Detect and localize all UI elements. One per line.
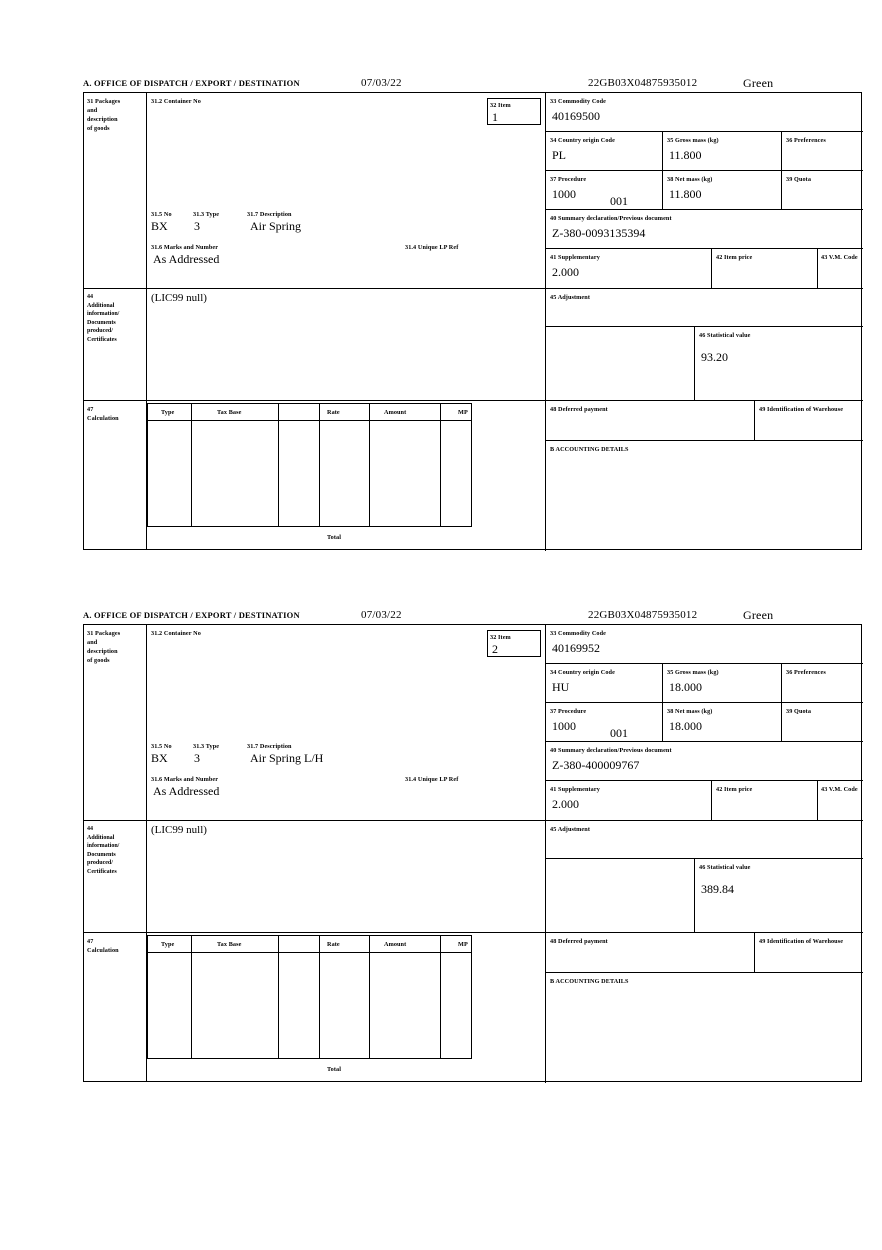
box35-value: 11.800 [669, 148, 702, 162]
box32-label: 32 Item [490, 634, 511, 641]
box34-value: HU [552, 680, 570, 694]
box46-statistical-value [695, 327, 862, 400]
box43-label: 43 V.M. Code [821, 786, 858, 793]
box31-marks-value: As Addressed [153, 784, 220, 798]
box31-type-label: 31.3 Type [193, 743, 220, 750]
box40-label: 40 Summary declaration/Previous document [550, 215, 672, 222]
divider-dotted-box46-left [545, 326, 546, 401]
box32-value: 1 [492, 110, 498, 124]
box31-marks-value: As Addressed [153, 252, 220, 266]
box33-commodity-code [546, 93, 861, 131]
box34-value: PL [552, 148, 567, 162]
boxB-value [546, 986, 862, 989]
box42-value [712, 262, 817, 265]
box42-value [712, 794, 817, 797]
calc-col-tax-base: Tax Base [217, 409, 242, 416]
box44-value: (LIC99 null) [151, 292, 207, 304]
box49-label: 49 Identification of Warehouse [759, 406, 844, 413]
box31-unique-lp-label: 31.4 Unique LP Ref [405, 776, 459, 783]
calc-divider-3 [319, 935, 320, 1059]
box39-quota [782, 171, 862, 209]
calc-divider-2 [278, 935, 279, 1059]
box41-value: 2.000 [552, 797, 579, 811]
box31-label-line-4: of goods [87, 125, 110, 132]
calc-col-amount: Amount [384, 409, 407, 416]
calc-divider-3 [319, 403, 320, 527]
calc-divider-1 [191, 403, 192, 527]
box33-label: 33 Commodity Code [550, 630, 607, 637]
box31-label-cell [84, 625, 146, 820]
box44-label-line-4: Documents [87, 851, 116, 858]
box45-value [546, 302, 862, 305]
box31-label-line-2: and [87, 107, 98, 114]
box31-description-label: 31.7 Description [247, 211, 292, 218]
box35-value: 18.000 [669, 680, 702, 694]
box35-gross-mass [663, 132, 781, 171]
box36-label: 36 Preferences [786, 669, 826, 676]
calc-divider-4 [369, 935, 370, 1059]
box36-preferences [782, 664, 862, 703]
office-of-dispatch-label: A. OFFICE OF DISPATCH / EXPORT / DESTINATION [83, 78, 300, 88]
box31-type-value: 3 [194, 219, 200, 233]
box37-value-1: 1000 [552, 187, 576, 201]
box37-label: 37 Procedure [550, 708, 587, 715]
box31-unique-lp-label: 31.4 Unique LP Ref [405, 244, 459, 251]
box33-label: 33 Commodity Code [550, 98, 607, 105]
boxB-value [546, 454, 862, 457]
box31-no-value: BX [151, 219, 168, 233]
calc-col-type: Type [161, 941, 175, 948]
box47-label-line-1: 47 [87, 406, 94, 413]
calc-col-rate: Rate [327, 941, 340, 948]
box44-content [147, 289, 545, 400]
box31-no-value: BX [151, 751, 168, 765]
box46-value: 389.84 [701, 882, 734, 896]
declaration-box [83, 624, 862, 1082]
box44-label-line-2: Additional [87, 834, 115, 841]
box43-vm-code [818, 781, 862, 820]
box40-summary-declaration [546, 210, 862, 248]
box46-label: 46 Statistical value [699, 864, 751, 871]
box31-label-cell [84, 93, 146, 288]
box33-value: 40169500 [552, 109, 600, 123]
box31-no-label: 31.5 No [151, 211, 172, 218]
box36-value [782, 677, 862, 680]
box42-label: 42 Item price [716, 786, 753, 793]
box41-supplementary [546, 249, 711, 288]
calc-col-tax-base: Tax Base [217, 941, 242, 948]
box44-label-cell [84, 289, 146, 400]
box39-label: 39 Quota [786, 708, 812, 715]
box34-country-origin [546, 132, 662, 171]
box43-vm-code [818, 249, 862, 288]
form-header [83, 78, 862, 92]
box46-statistical-value [695, 859, 862, 932]
box37-label: 37 Procedure [550, 176, 587, 183]
box49-value [755, 946, 862, 949]
box34-label: 34 Country origin Code [550, 669, 615, 676]
box38-value: 18.000 [669, 719, 702, 733]
box47-label-cell [84, 401, 146, 550]
box32-label: 32 Item [490, 102, 511, 109]
box41-label: 41 Supplementary [550, 786, 600, 793]
box48-label: 48 Deferred payment [550, 938, 608, 945]
box33-commodity-code [546, 625, 861, 663]
declaration-form-item-1 [83, 78, 862, 550]
box44-label-line-5: produced/ [87, 860, 113, 867]
box35-label: 35 Gross mass (kg) [667, 137, 719, 144]
box48-deferred-payment [546, 933, 754, 972]
box31-content [147, 625, 545, 820]
box36-value [782, 145, 862, 148]
calc-col-amount: Amount [384, 941, 407, 948]
box44-content [147, 821, 545, 932]
box42-item-price [712, 249, 817, 288]
box31-label-line-3: description [87, 648, 118, 655]
box31-label-line-1: 31 Packages [87, 98, 121, 105]
box47-label-line-2: Calculation [87, 415, 119, 422]
box40-value: Z-380-400009767 [552, 758, 640, 772]
calc-divider-2 [278, 403, 279, 527]
box42-label: 42 Item price [716, 254, 753, 261]
copy-colour-label: Green [743, 608, 774, 622]
box46-label: 46 Statistical value [699, 332, 751, 339]
box38-label: 38 Net mass (kg) [667, 708, 713, 715]
box49-warehouse [755, 933, 862, 972]
calculation-table [147, 403, 480, 548]
box44-label-cell [84, 821, 146, 932]
box48-deferred-payment [546, 401, 754, 440]
box31-label-line-3: description [87, 116, 118, 123]
box39-value [782, 716, 862, 719]
declaration-form-item-2 [83, 610, 862, 1082]
office-of-dispatch-label: A. OFFICE OF DISPATCH / EXPORT / DESTINATION [83, 610, 300, 620]
calc-total-label: Total [327, 534, 342, 541]
box47-label-line-1: 47 [87, 938, 94, 945]
box49-value [755, 414, 862, 417]
calculation-table [147, 935, 480, 1080]
box41-value: 2.000 [552, 265, 579, 279]
box48-value [546, 946, 754, 949]
box32-value: 2 [492, 642, 498, 656]
box45-label: 45 Adjustment [550, 294, 590, 301]
box39-value [782, 184, 862, 187]
box44-label-line-2: Additional [87, 302, 115, 309]
declaration-date: 07/03/22 [361, 609, 402, 621]
box37-procedure [546, 171, 662, 209]
box44-label-line-1: 44 [87, 826, 93, 832]
box37-value-1: 1000 [552, 719, 576, 733]
box33-value: 40169952 [552, 641, 600, 655]
box47-label-line-2: Calculation [87, 947, 119, 954]
box37-value-2: 001 [610, 726, 628, 740]
movement-reference-number: 22GB03X04875935012 [588, 77, 698, 89]
calc-col-mp: MP [458, 409, 468, 416]
boxB-label: B ACCOUNTING DETAILS [550, 446, 629, 453]
box35-label: 35 Gross mass (kg) [667, 669, 719, 676]
movement-reference-number: 22GB03X04875935012 [588, 609, 698, 621]
calc-col-rate: Rate [327, 409, 340, 416]
box31-container-label: 31.2 Container No [151, 98, 201, 105]
box36-label: 36 Preferences [786, 137, 826, 144]
box49-warehouse [755, 401, 862, 440]
box31-marks-label: 31.6 Marks and Number [151, 244, 219, 251]
box35-gross-mass [663, 664, 781, 703]
box34-label: 34 Country origin Code [550, 137, 615, 144]
boxB-accounting-details [546, 973, 862, 1082]
divider-dotted-box46-left [545, 858, 546, 933]
calc-total-label: Total [327, 1066, 342, 1073]
box31-description-value: Air Spring [250, 219, 301, 233]
box31-description-label: 31.7 Description [247, 743, 292, 750]
box38-net-mass [663, 171, 781, 209]
box45-adjustment [546, 821, 862, 858]
box39-quota [782, 703, 862, 741]
box40-summary-declaration [546, 742, 862, 780]
box32-item [487, 98, 541, 125]
box46-value: 93.20 [701, 350, 728, 364]
box42-item-price [712, 781, 817, 820]
calc-header-border [147, 403, 472, 421]
box47-label-cell [84, 933, 146, 1082]
box31-container-label: 31.2 Container No [151, 630, 201, 637]
box44-label-line-5: produced/ [87, 328, 113, 335]
box44-label-line-6: Certificates [87, 868, 117, 875]
box44-value: (LIC99 null) [151, 824, 207, 836]
box49-label: 49 Identification of Warehouse [759, 938, 844, 945]
box44-label-line-3: information/ [87, 311, 120, 318]
box31-description-value: Air Spring L/H [250, 751, 324, 765]
calc-col-type: Type [161, 409, 175, 416]
copy-colour-label: Green [743, 76, 774, 90]
declaration-date: 07/03/22 [361, 77, 402, 89]
box41-label: 41 Supplementary [550, 254, 600, 261]
box48-label: 48 Deferred payment [550, 406, 608, 413]
box44-label-line-1: 44 [87, 294, 93, 300]
calc-divider-4 [369, 403, 370, 527]
boxB-label: B ACCOUNTING DETAILS [550, 978, 629, 985]
box43-label: 43 V.M. Code [821, 254, 858, 261]
box37-value-2: 001 [610, 194, 628, 208]
box44-label-line-6: Certificates [87, 336, 117, 343]
box34-country-origin [546, 664, 662, 703]
box38-value: 11.800 [669, 187, 702, 201]
form-header [83, 610, 862, 624]
box43-value [818, 794, 862, 797]
box39-label: 39 Quota [786, 176, 812, 183]
box31-label-line-4: of goods [87, 657, 110, 664]
box32-item [487, 630, 541, 657]
box40-value: Z-380-0093135394 [552, 226, 646, 240]
box41-supplementary [546, 781, 711, 820]
calc-divider-5 [440, 403, 441, 527]
box44-label-line-3: information/ [87, 843, 120, 850]
boxB-accounting-details [546, 441, 862, 550]
calc-col-mp: MP [458, 941, 468, 948]
box36-preferences [782, 132, 862, 171]
calc-body-border [147, 421, 472, 527]
calc-divider-1 [191, 935, 192, 1059]
calc-divider-5 [440, 935, 441, 1059]
box31-no-label: 31.5 No [151, 743, 172, 750]
box31-label-line-1: 31 Packages [87, 630, 121, 637]
box44-label-line-4: Documents [87, 319, 116, 326]
box38-label: 38 Net mass (kg) [667, 176, 713, 183]
box48-value [546, 414, 754, 417]
box31-content [147, 93, 545, 288]
box43-value [818, 262, 862, 265]
box31-type-label: 31.3 Type [193, 211, 220, 218]
box45-label: 45 Adjustment [550, 826, 590, 833]
box31-type-value: 3 [194, 751, 200, 765]
calc-body-border [147, 953, 472, 1059]
box31-label-line-2: and [87, 639, 98, 646]
declaration-box [83, 92, 862, 550]
box45-adjustment [546, 289, 862, 326]
box38-net-mass [663, 703, 781, 741]
box31-marks-label: 31.6 Marks and Number [151, 776, 219, 783]
box40-label: 40 Summary declaration/Previous document [550, 747, 672, 754]
box37-procedure [546, 703, 662, 741]
calc-header-border [147, 935, 472, 953]
box45-value [546, 834, 862, 837]
